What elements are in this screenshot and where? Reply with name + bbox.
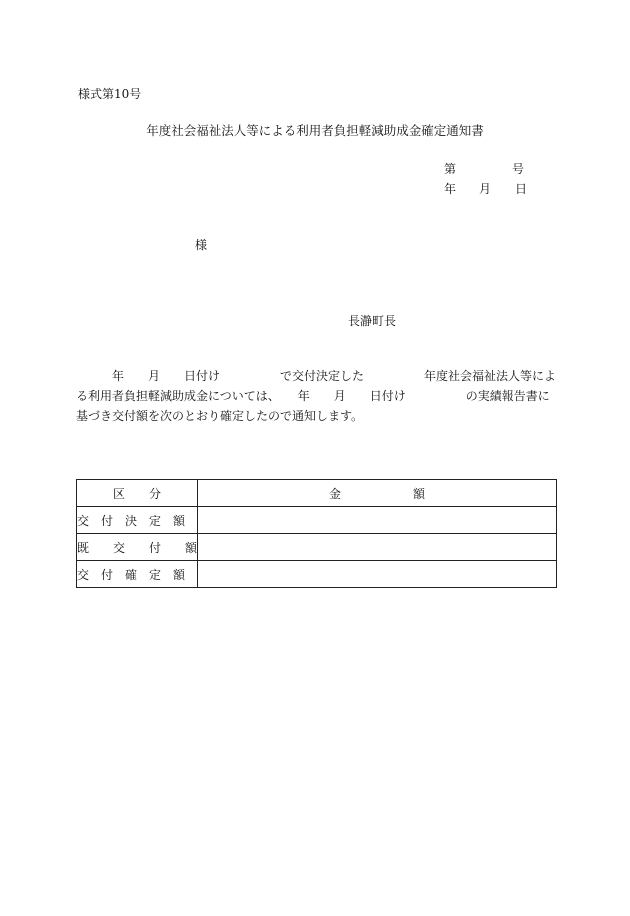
table-row (77, 507, 557, 534)
form-number: 様式第10号 (78, 87, 142, 101)
date-month: 月 (479, 182, 492, 196)
table-row (77, 561, 557, 588)
doc-number-prefix: 第 (444, 162, 457, 176)
issue-date (444, 180, 527, 197)
header-category: 区 分 (77, 480, 198, 507)
header-amount: 金 額 (198, 480, 557, 507)
addressee-suffix: 様 (195, 238, 208, 252)
body-line: 年 月 日付け で交付決定した 年度社会福祉法人等によ (76, 369, 557, 383)
body-line: 基づき交付額を次のとおり確定したので通知します。 (76, 409, 364, 423)
issuer-name: 長瀞町長 (348, 314, 397, 328)
doc-number-suffix: 号 (512, 162, 525, 176)
date-year: 年 (444, 182, 457, 196)
row-amount-grant-confirmed (198, 561, 557, 588)
row-label-already-granted: 既 交 付 額 (77, 534, 198, 561)
date-day: 日 (515, 182, 528, 196)
row-label-grant-confirmed: 交 付 確 定 額 (77, 561, 198, 588)
document-title: 年度社会福祉法人等による利用者負担軽減助成金確定通知書 (146, 123, 484, 138)
amount-table (76, 479, 557, 588)
row-amount-already-granted (198, 534, 557, 561)
notice-body (76, 366, 556, 426)
table-row (77, 534, 557, 561)
body-line: る利用者負担軽減助成金については、 年 月 日付け の実績報告書に (76, 389, 550, 403)
row-label-grant-decided: 交 付 決 定 額 (77, 507, 198, 534)
table-header-row (77, 480, 557, 507)
row-amount-grant-decided (198, 507, 557, 534)
